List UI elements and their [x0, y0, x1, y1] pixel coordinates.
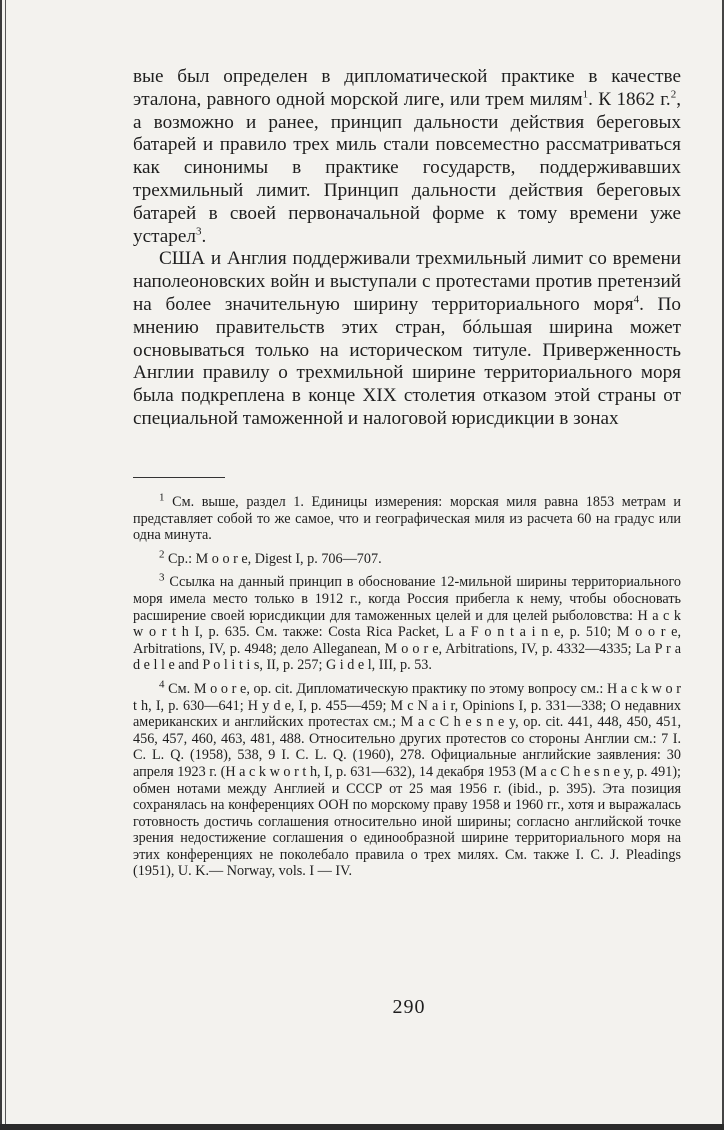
paragraph-1	[133, 66, 681, 248]
footnote-ref-2: 2	[670, 88, 677, 101]
text-run: . По мнению правительств этих стран, бóльшая ширина может основываться только на историческом титуле. Приверженность Англии правилу о трехмильной ширине территориального моря была подкреплена в конце XIX столетия отказом этой страны от специальной таможенной и налоговой юрисдикции в зонах	[133, 293, 681, 429]
scan-edge-left	[0, 0, 14, 1130]
footnote-number: 4	[159, 678, 165, 691]
footnote-text: Ср.: M o o r e, Digest I, p. 706—707.	[168, 550, 382, 567]
footnote-ref-3: 3	[195, 225, 202, 238]
main-text	[133, 66, 681, 431]
paragraph-2	[133, 248, 681, 430]
footnote-number: 3	[159, 571, 165, 584]
footnote-3	[133, 571, 682, 674]
text-run: США и Англия поддерживали трехмильный лимит со времени наполеоновских войн и выступали с протестами против претензий на более значительную ширину территориального моря	[133, 248, 681, 315]
footnote-separator	[133, 477, 225, 478]
page-number: 290	[392, 996, 426, 1018]
footnote-2	[133, 548, 681, 568]
footnote-number: 2	[159, 548, 165, 561]
footnote-number: 1	[159, 491, 165, 504]
text-run: .	[201, 225, 207, 247]
footnotes	[133, 491, 682, 887]
footnote-text: Ссылка на данный принцип в обоснование 12-мильной ширины территориального моря имела место только в 1912 г., когда Россия прибегла к нему, чтобы обосновать расширение своей юрисдикции для таможенных целей и для целей рыболовства: H a c k w o r t h I, p. 635. См. также: Costa Rica Packet, L a F o n t a i n e, p. 510; M o o r e, Arbitrations, IV, p. 4948; дело Alleganean, M o o r e, Arbitrations, IV, p. 4332—4335; La P r a d e l l e and P o l i t i s, II, p. 257; G i d e l, III, p. 53.	[133, 574, 682, 674]
footnote-1	[133, 491, 682, 544]
text-run: , а возможно и ранее, принцип дальности действия береговых батарей и правило трех миль стали повсеместно рассматриваться как синонимы в практике государств, поддерживавших трехмильный лимит. Принцип дальности действия береговых батарей в своей первоначальной форме к тому времени уже устарел	[133, 88, 681, 247]
footnote-ref-1: 1	[582, 88, 589, 101]
scan-edge-right	[716, 0, 724, 1130]
footnote-text: См. выше, раздел 1. Единицы измерения: морская миля равна 1853 метрам и представляет собой то же самое, что и географическая миля из расчета 60 на градус или одна минута.	[133, 494, 682, 544]
text-run: . К 1862 г.	[588, 88, 671, 110]
scan-edge-bottom	[0, 1118, 724, 1130]
footnote-ref-4: 4	[633, 293, 640, 306]
text-run: вые был определен в дипломатической практике в качестве эталона, равного одной морской лиге, или трем милям	[133, 66, 681, 110]
footnote-text: См. M o o r e, op. cit. Дипломатическую практику по этому вопросу см.: H a c k w o r t h, I, p. 630—641; H y d e, I, p. 455—459; M c N a i r, Opinions I, p. 331—338; О недавних американских и английских протестах см.; M a c C h e s n e y, op. cit. 441, 448, 450, 451, 456, 457, 460, 463, 481, 488. Относительно других протестов со стороны Англии см.: 7 I. C. L. Q. (1958), 538, 9 I. C. L. Q. (1960), 278. Официальные английские заявления: 30 апреля 1923 г. (H a c k w o r t h, I, p. 631—632), 14 декабря 1953 (M a c C h e s n e y, p. 491); обмен нотами между Англией и СССР от 25 мая 1956 г. (ibid., p. 395). Эта позиция сохранялась на конференциях ООН по морскому праву 1958 и 1960 гг., хотя и выражалась готовность достичь соглашения относительно иной ширины; согласно английской точке зрения недостижение соглашения о единообразной ширине территориального моря на этих конференциях не поколебало правила о трех милях. См. также I. C. J. Pleadings (1951), U. K.— Norway, vols. I — IV.	[133, 680, 681, 880]
footnote-4	[133, 678, 681, 880]
